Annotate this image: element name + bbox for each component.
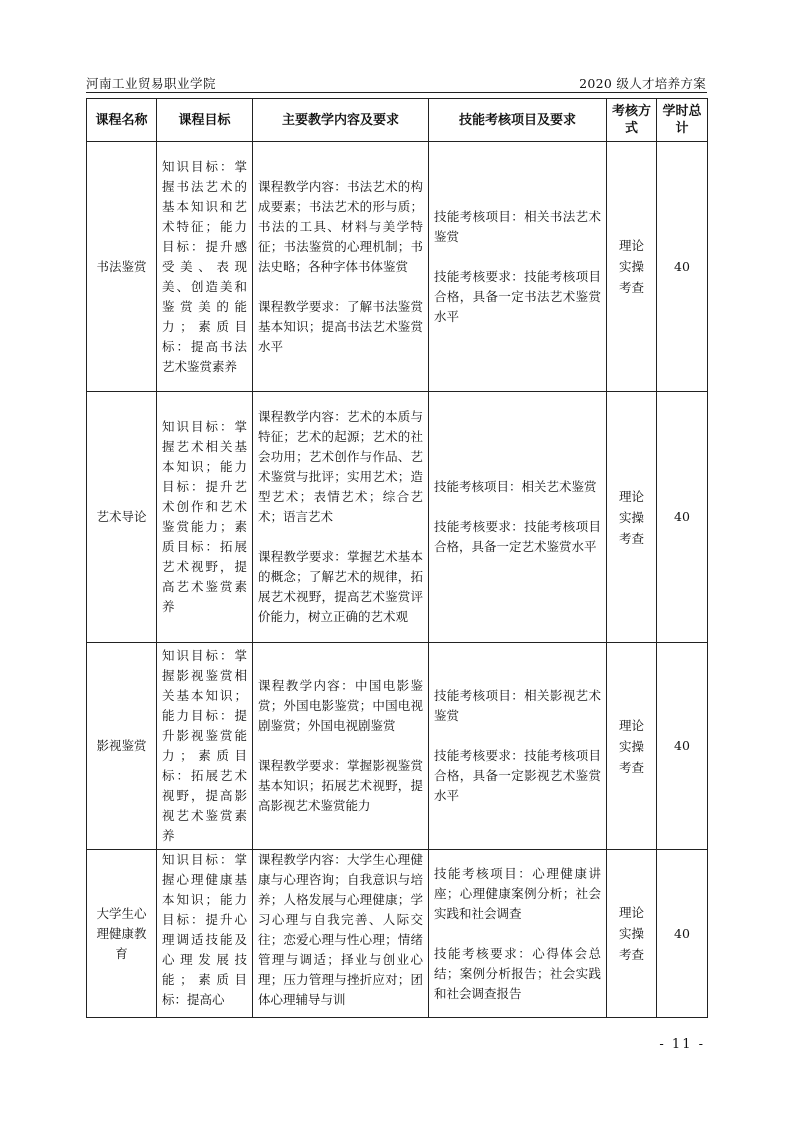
- skill-cell: [429, 643, 607, 850]
- assessment-method-text: 理论实操考查: [618, 717, 644, 775]
- assessment-method: [607, 142, 657, 392]
- course-name: 大学生心理健康教育: [87, 850, 157, 1018]
- column-header-course-name: 课程名称: [87, 99, 157, 142]
- column-header-hours: 学时总计: [657, 99, 708, 142]
- assessment-method: [607, 643, 657, 850]
- course-content-cell: [253, 643, 429, 850]
- course-content: 课程教学内容：艺术的本质与特征；艺术的起源；艺术的社会功用；艺术创作与作品、艺术鉴赏与批评；实用艺术；造型艺术；表情艺术；综合艺术；语言艺术: [258, 409, 423, 524]
- total-hours: 40: [657, 643, 708, 850]
- course-requirement: 课程教学要求：掌握影视鉴赏基本知识；拓展艺术视野，提高影视艺术鉴赏能力: [258, 758, 423, 813]
- course-content-cell: [253, 392, 429, 643]
- skill-item: 技能考核项目：心理健康讲座；心理健康案例分析；社会实践和社会调查: [434, 865, 601, 921]
- skill-requirement: 技能考核要求：技能考核项目合格，具备一定影视艺术鉴赏水平: [434, 748, 601, 803]
- course-name: 书法鉴赏: [87, 142, 157, 392]
- course-content: 课程教学内容：书法艺术的构成要素；书法艺术的形与质；书法的工具、材料与美学特征；书法鉴赏的心理机制；书法史略；各种字体书体鉴赏: [258, 178, 423, 274]
- table-row: [87, 142, 708, 392]
- assessment-method-text: 理论实操考查: [618, 238, 644, 295]
- header-divider: [86, 92, 707, 93]
- table-row: [87, 850, 708, 1018]
- skill-requirement: 技能考核要求：心得体会总结；案例分析报告；社会实践和社会调查报告: [434, 945, 601, 1001]
- course-goals: 知识目标：掌握心理健康基本知识；能力目标：提升心理调适技能及心理发展技能；素质目标：提高心: [162, 852, 247, 1007]
- assessment-method: [607, 392, 657, 643]
- total-hours: 40: [657, 392, 708, 643]
- course-content: 课程教学内容：大学生心理健康与心理咨询；自我意识与培养；人格发展与心理健康；学习心理与自我完善、人际交往；恋爱心理与性心理；情绪管理与调适；择业与创业心理；压力管理与挫折应对；团体心理辅导与训: [258, 852, 423, 1007]
- course-content: 课程教学内容：中国电影鉴赏；外国电影鉴赏；中国电视剧鉴赏；外国电视剧鉴赏: [258, 678, 423, 733]
- assessment-method-text: 理论实操考查: [618, 488, 644, 546]
- course-goals: 知识目标：掌握书法艺术的基本知识和艺术特征；能力目标：提升感受美、表现美、创造美和鉴赏美的能力；素质目标：提高书法艺术鉴赏素养: [157, 142, 253, 392]
- assessment-method: [607, 850, 657, 1018]
- skill-item: 技能考核项目：相关影视艺术鉴赏: [434, 688, 601, 723]
- page-number: - 11 -: [659, 1037, 705, 1052]
- table-row: [87, 392, 708, 643]
- course-requirement: 课程教学要求：了解书法鉴赏基本知识；提高书法艺术鉴赏水平: [258, 298, 423, 354]
- course-name: 艺术导论: [87, 392, 157, 643]
- total-hours: 40: [657, 850, 708, 1018]
- course-goals: 知识目标：掌握艺术相关基本知识；能力目标：提升艺术创作和艺术鉴赏能力；素质目标：拓展艺术视野，提高艺术鉴赏素养: [157, 392, 253, 643]
- table-header-row: [87, 99, 708, 142]
- column-header-skill: 技能考核项目及要求: [429, 99, 607, 142]
- column-header-content: 主要教学内容及要求: [253, 99, 429, 142]
- skill-requirement: 技能考核要求：技能考核项目合格，具备一定艺术鉴赏水平: [434, 519, 601, 554]
- course-content-cell: [253, 850, 429, 1018]
- skill-item: 技能考核项目：相关书法艺术鉴赏: [434, 208, 601, 244]
- total-hours: 40: [657, 142, 708, 392]
- skill-cell: [429, 850, 607, 1018]
- skill-cell: [429, 392, 607, 643]
- assessment-method-text: 理论实操考查: [618, 905, 644, 962]
- skill-requirement: 技能考核要求：技能考核项目合格，具备一定书法艺术鉴赏水平: [434, 268, 601, 324]
- header-institution: 河南工业贸易职业学院: [86, 76, 217, 91]
- course-content-cell: [253, 142, 429, 392]
- course-requirement: 课程教学要求：掌握艺术基本的概念；了解艺术的规律，拓展艺术视野，提高艺术鉴赏评价能力，树立正确的艺术观: [258, 549, 423, 624]
- column-header-method: 考核方式: [607, 99, 657, 142]
- course-goals-cell: [157, 850, 253, 1018]
- column-header-course-goal: 课程目标: [157, 99, 253, 142]
- curriculum-table: [86, 98, 708, 1018]
- skill-item: 技能考核项目：相关艺术鉴赏: [434, 479, 597, 494]
- skill-cell: [429, 142, 607, 392]
- course-name: 影视鉴赏: [87, 643, 157, 850]
- course-goals: 知识目标：掌握影视鉴赏相关基本知识；能力目标：提升影视鉴赏能力；素质目标：拓展艺术视野，提高影视艺术鉴赏素养: [157, 643, 253, 850]
- table-row: [87, 643, 708, 850]
- header-document-title: 2020 级人才培养方案: [579, 76, 706, 91]
